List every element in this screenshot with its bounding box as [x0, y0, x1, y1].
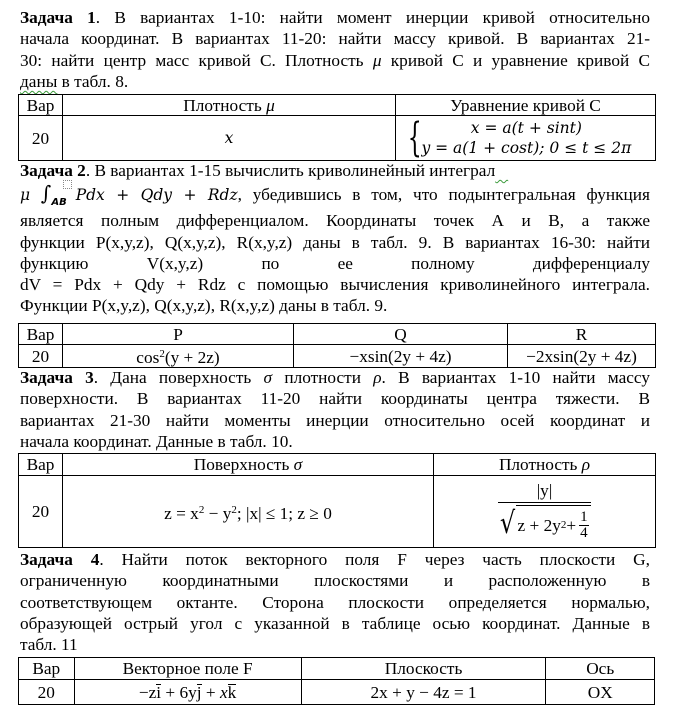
integral-icon: ∫ [40, 181, 52, 206]
cell-vector-field: −zi + 6yj + xk [74, 680, 301, 705]
density-fraction: |y| √ z + 2y 2 + $\frac{1}{4}$ [498, 481, 590, 543]
header-variant: Вар [19, 454, 63, 476]
task1-line2: начала координат. В вариантах 11-20: найти массу кривой. В вариантах 21- [20, 29, 650, 49]
task1-label: Задача 1 [20, 8, 96, 27]
header-variant: Вар [19, 95, 63, 116]
cell-density [434, 476, 656, 548]
task3-text [20, 367, 650, 452]
header-density: Плотность ρ [434, 454, 656, 476]
table-row [19, 476, 656, 548]
cell-axis: OX [546, 680, 655, 705]
task4-line2: ограниченную координатными плоскостями и расположенную в [20, 571, 650, 591]
table-row [19, 345, 656, 368]
header-curve-equation: Уравнение кривой С [396, 95, 656, 116]
header-R: R [508, 324, 656, 345]
cell-P: $\cos^2(y + 2z)$ [63, 345, 294, 368]
left-brace-icon: { [407, 115, 422, 161]
task3-label: Задача 3 [20, 368, 94, 387]
task1-text [20, 7, 650, 92]
equation-system: { x = a(t + sint) y = a(1 + cost); 0 ≤ t ≤ 2π [407, 115, 632, 161]
table-header-row [19, 324, 656, 345]
header-density: Плотность μ [63, 95, 396, 116]
table-row [19, 116, 656, 161]
table-11 [18, 657, 655, 705]
header-vector-field: Векторное поле F [74, 658, 301, 680]
rho-symbol: ρ [373, 368, 382, 387]
task2-text [20, 160, 650, 317]
task2-line2: μ $\int_{AB}$ Pdx + Qdy + Rdz, убедившись в том, что подынтегральная функция [20, 181, 650, 209]
task4-line5: табл. 11 [20, 635, 78, 655]
header-variant: Вар [19, 658, 75, 680]
header-plane: Плоскость [301, 658, 546, 680]
task2-line3: является полным дифференциалом. Координаты точек А и В, а также [20, 211, 650, 231]
table-9 [18, 323, 656, 368]
task3-line2: поверхности. В вариантах 11-20 найти координаты центра тяжести. В [20, 389, 650, 409]
sqrt-icon: √ z + 2y 2 + $\frac{1}{4}$ [498, 505, 590, 543]
task2-label: Задача 2 [20, 161, 86, 180]
cell-Q: −xsin(2y + 4z) [294, 345, 508, 368]
table-header-row [19, 454, 656, 476]
table-10 [18, 453, 656, 548]
header-axis: Ось [546, 658, 655, 680]
task2-line1: Задача 2. В вариантах 1-15 вычислить криволинейный интеграл [20, 161, 496, 180]
cell-surface: $z = x^2 - y^2$; |x| ≤ 1; z ≥ 0 [63, 476, 434, 548]
cell-variant: 20 [19, 116, 63, 161]
header-P: P [63, 324, 294, 345]
table-8 [18, 94, 656, 161]
cell-variant: 20 [19, 345, 63, 368]
task4-line3: соответствующем октанте. Сторона плоскости определяется нормалью, [20, 592, 650, 612]
cell-density: x [63, 116, 396, 161]
task2-line7: Функции P(x,y,z), Q(x,y,z), R(x,y,z) даны в табл. 9. [20, 296, 388, 316]
cell-variant: 20 [19, 680, 75, 705]
task3-line3: вариантах 21-30 найти моменты инерции относительно осей координат и [20, 410, 650, 430]
header-surface: Поверхность σ [63, 454, 434, 476]
placeholder-box-icon [63, 180, 72, 189]
table-row [19, 680, 655, 705]
task4-text [20, 549, 650, 655]
task4-line4: образующей острый угол с указанной в таблице осью координат. Данные в [20, 613, 650, 633]
table-header-row [19, 658, 655, 680]
cell-curve-equation [396, 116, 656, 161]
header-variant: Вар [19, 324, 63, 345]
task2-line6: dV = Pdx + Qdy + Rdz с помощью вычисления криволинейного интеграла. [20, 275, 650, 295]
cell-R: −2xsin(2y + 4z) [508, 345, 656, 368]
cell-plane: 2x + y − 4z = 1 [301, 680, 546, 705]
task3-line1: Задача 3. Дана поверхность σ плотности ρ. В вариантах 1-10 найти массу [20, 368, 650, 387]
task2-line5: функцию V(x,y,z) по ее полному дифференциалу [20, 253, 650, 273]
cell-variant: 20 [19, 476, 63, 548]
task3-line4: начала координат. Данные в табл. 10. [20, 431, 293, 451]
sigma-symbol: σ [263, 368, 273, 387]
task4-label: Задача 4 [20, 550, 100, 569]
mu-symbol: μ [372, 50, 382, 70]
task4-line1: Задача 4. Найти поток векторного поля F через часть плоскости G, [20, 550, 650, 569]
task1-line1: Задача 1. В вариантах 1-10: найти момент инерции кривой относительно [20, 8, 650, 27]
task1-line4: даны в табл. 8. [20, 71, 129, 91]
table-header-row [19, 95, 656, 116]
task2-line4: функции P(x,y,z), Q(x,y,z), R(x,y,z) даны в табл. 9. В вариантах 16-30: найти [20, 232, 650, 252]
header-Q: Q [294, 324, 508, 345]
task1-line3: 30: найти центр масс кривой С. Плотность μ кривой С и уравнение кривой С [20, 50, 650, 70]
